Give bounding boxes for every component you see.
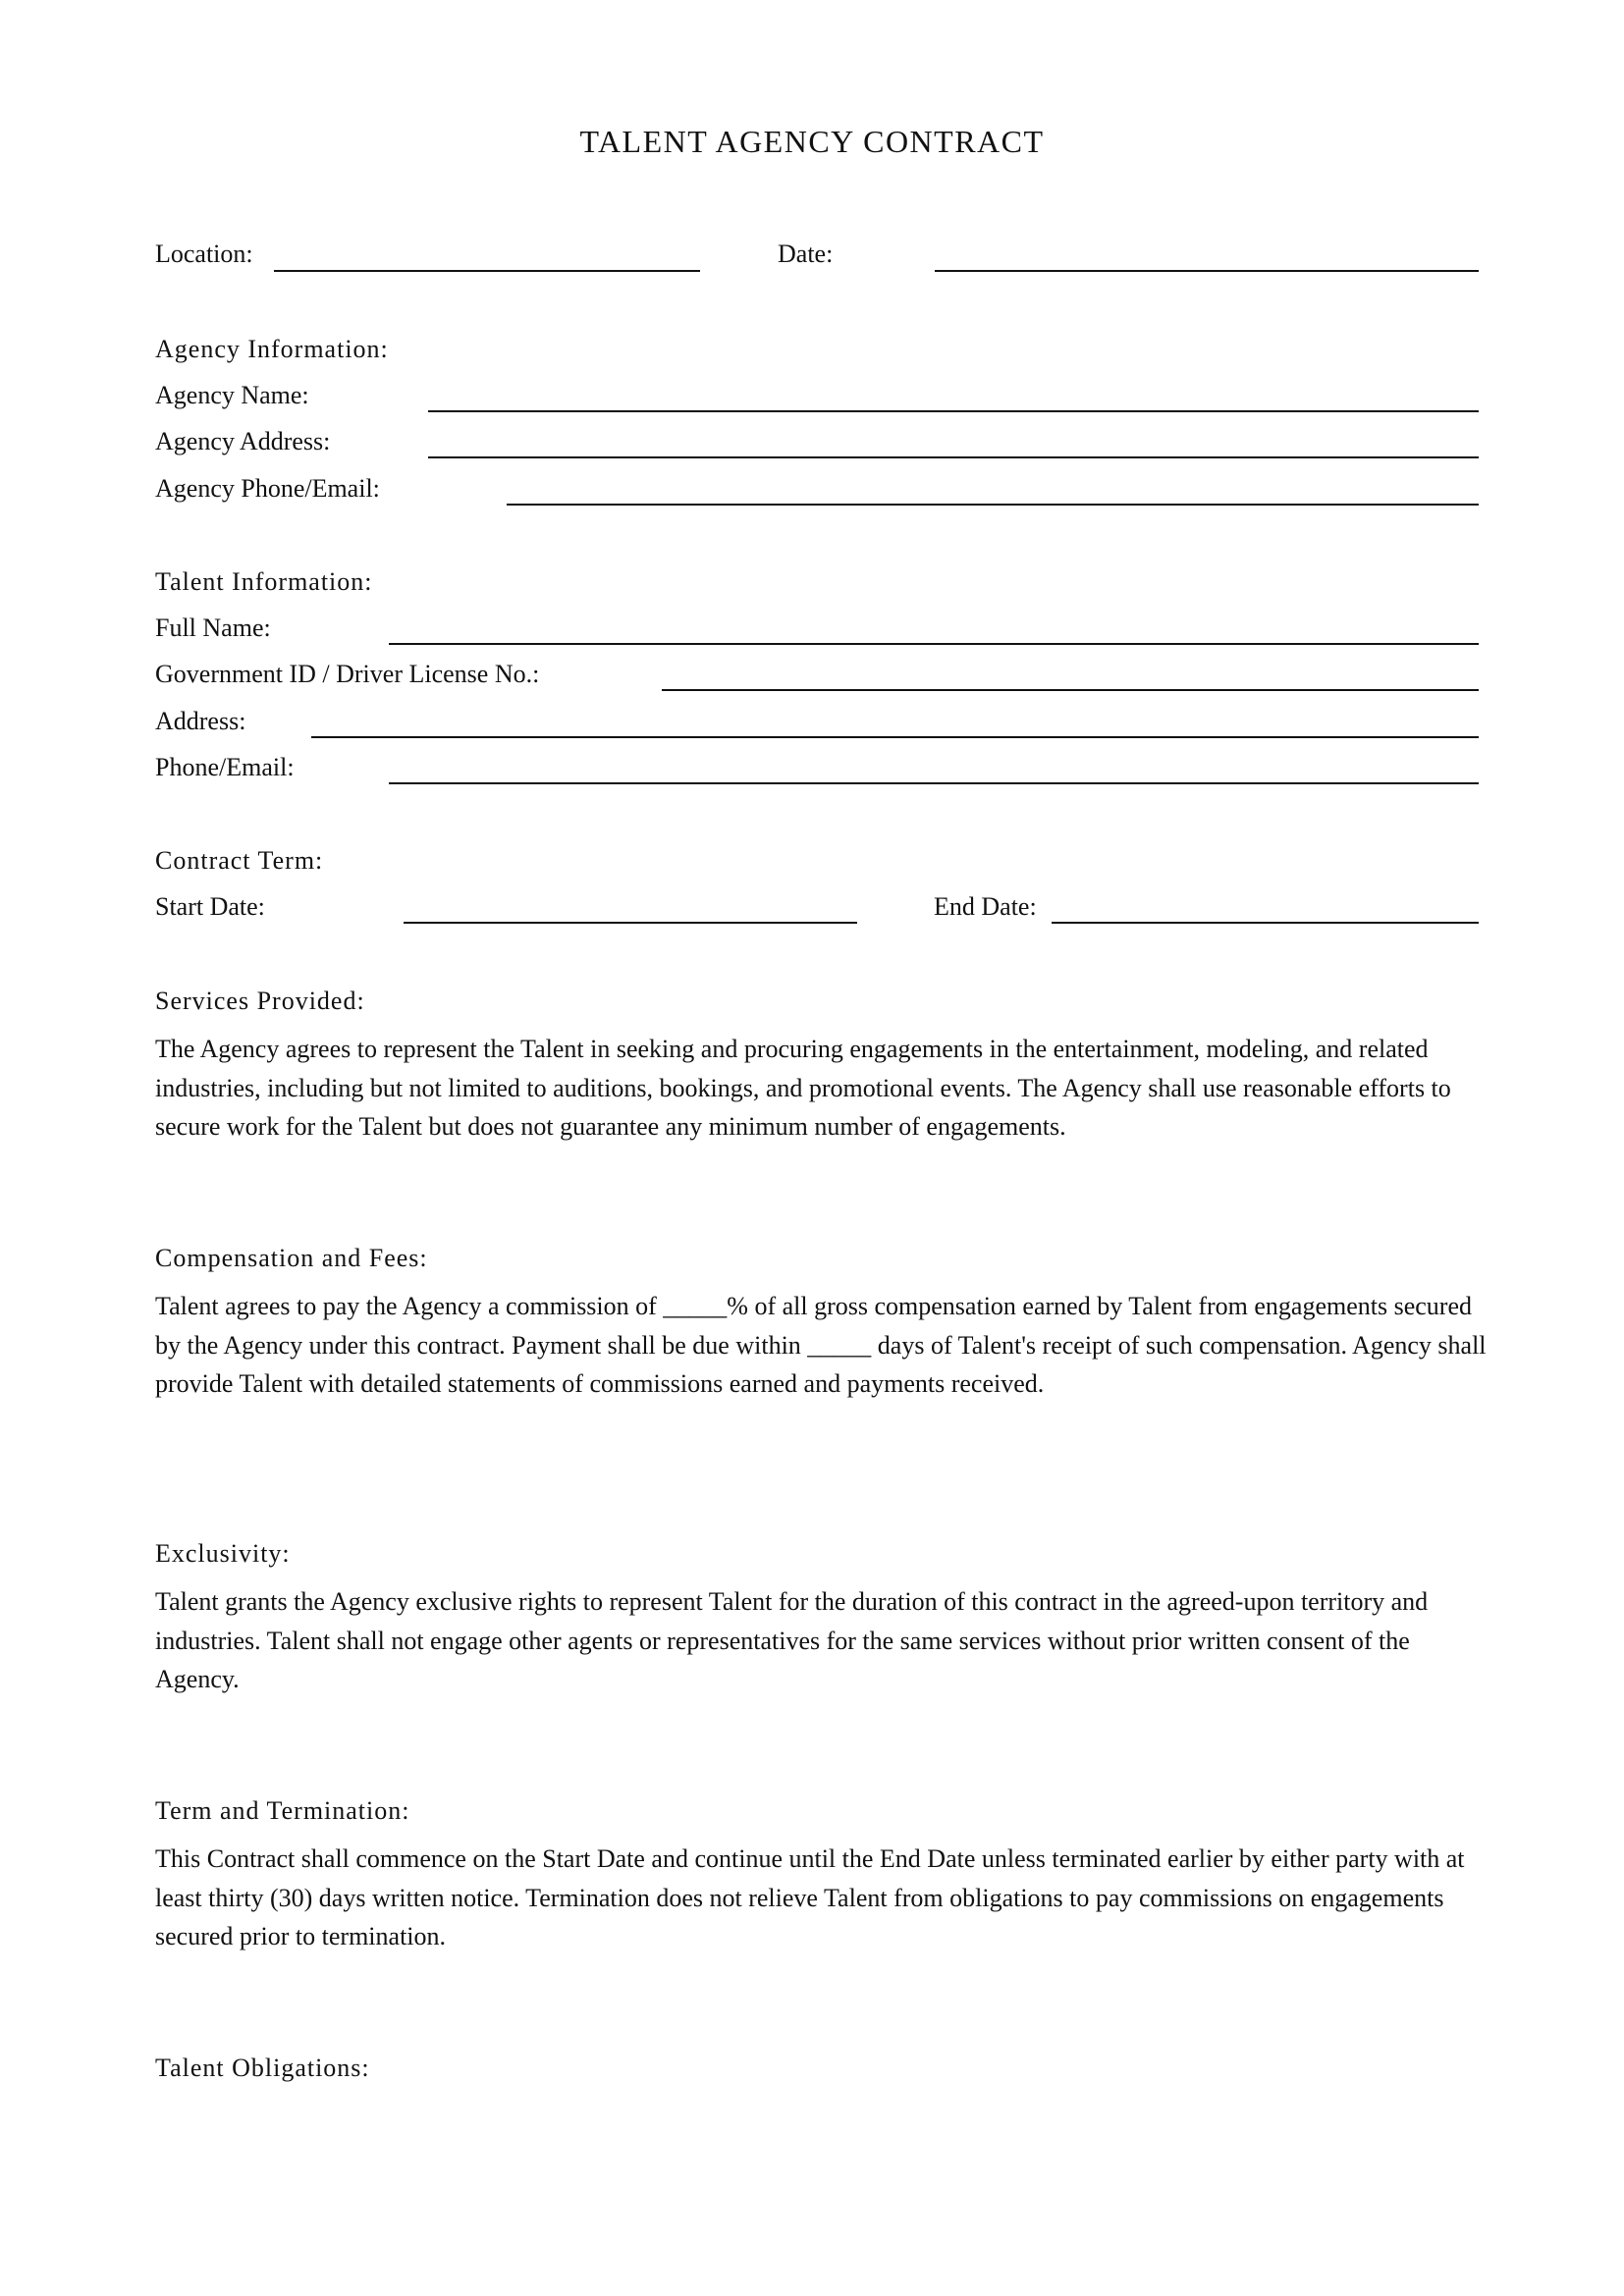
talent-full-name-label: Full Name:: [155, 614, 271, 642]
talent-address-label: Address:: [155, 707, 246, 735]
document-title: TALENT AGENCY CONTRACT: [579, 124, 1045, 159]
talent-phone-email-label: Phone/Email:: [155, 753, 295, 781]
agency-name-label: Agency Name:: [155, 381, 309, 409]
end-date-label: End Date:: [934, 892, 1037, 921]
exclusivity-heading: Exclusivity:: [155, 1539, 291, 1568]
termination-body: This Contract shall commence on the Start Date and continue until the End Date unless terminated earlier by either party with at least thirty (30) days written notice. Termination does not relieve Talent from obligations to pay commissions on engagements secured prior to termination.: [155, 1844, 1465, 1950]
compensation-paragraph: [155, 1287, 1490, 1404]
services-body: The Agency agrees to represent the Talent in seeking and procuring engagements in the entertainment, modeling, and related industries, including but not limited to auditions, bookings, and promotional events. The Agency shall use reasonable efforts to secure work for the Talent but does not guarantee any minimum number of engagements.: [155, 1035, 1451, 1141]
agency-phone-email-field[interactable]: [507, 504, 1479, 506]
agency-info-heading: Agency Information:: [155, 335, 389, 363]
end-date-field[interactable]: [1052, 922, 1479, 924]
talent-gov-id-label: Government ID / Driver License No.:: [155, 660, 540, 688]
exclusivity-body: Talent grants the Agency exclusive rights to represent Talent for the duration of this contract in the agreed-upon territory and industries. Talent shall not engage other agents or representatives for the same services without prior written consent of the Agency.: [155, 1587, 1429, 1693]
agency-name-field[interactable]: [428, 410, 1479, 412]
agency-phone-email-label: Agency Phone/Email:: [155, 474, 380, 503]
services-paragraph: [155, 1030, 1490, 1147]
termination-paragraph: [155, 1840, 1490, 1956]
contract-term-heading: Contract Term:: [155, 846, 324, 875]
compensation-body: Talent agrees to pay the Agency a commission of _____% of all gross compensation earned by Talent from engagements secured by the Agency under this contract. Payment shall be due within _____ days of Talent's receipt of such compensation. Agency shall provide Talent with detailed statements of commissions earned and payments received.: [155, 1292, 1487, 1398]
obligations-heading: Talent Obligations:: [155, 2054, 370, 2082]
talent-phone-email-field[interactable]: [389, 782, 1479, 784]
exclusivity-paragraph: [155, 1582, 1490, 1699]
termination-heading: Term and Termination:: [155, 1796, 410, 1825]
services-heading: Services Provided:: [155, 987, 365, 1015]
talent-info-heading: Talent Information:: [155, 567, 373, 596]
date-label: Date:: [778, 240, 834, 268]
talent-full-name-field[interactable]: [389, 643, 1479, 645]
compensation-heading: Compensation and Fees:: [155, 1244, 428, 1272]
agency-address-label: Agency Address:: [155, 427, 331, 455]
talent-gov-id-field[interactable]: [662, 689, 1479, 691]
start-date-label: Start Date:: [155, 892, 265, 921]
location-field[interactable]: [274, 270, 700, 272]
location-label: Location:: [155, 240, 253, 268]
agency-address-field[interactable]: [428, 456, 1479, 458]
date-field[interactable]: [935, 270, 1479, 272]
talent-address-field[interactable]: [311, 736, 1479, 738]
start-date-field[interactable]: [404, 922, 857, 924]
